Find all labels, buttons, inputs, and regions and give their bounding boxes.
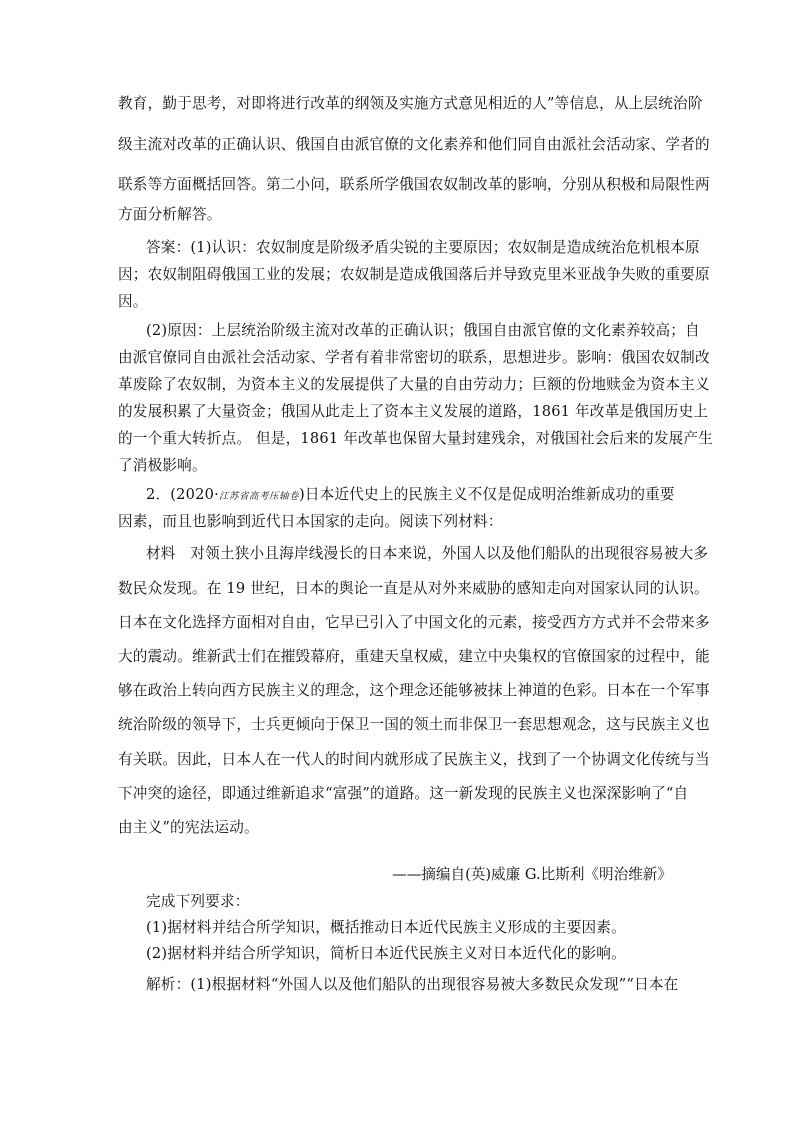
question-number: 2．(2020·	[146, 486, 219, 503]
text-line: 方面分析解答。	[118, 206, 222, 223]
material-line: 数民众发现。在 19 世纪，日本的舆论一直是从对外来威胁的感知走向对国家认同的认识。	[118, 580, 709, 597]
text-line: 联系等方面概括回答。第二小问，联系所学俄国农奴制改革的影响，分别从积极和局限性两	[118, 176, 710, 193]
text-line: 级主流对改革的正确认识、俄国自由派官僚的文化素养和他们同自由派社会活动家、学者的	[118, 136, 710, 153]
material-citation: ——摘编自(英)威廉 G.比斯利《明治维新》	[392, 866, 672, 883]
answer-line: 革废除了农奴制，为资本主义的发展提供了大量的自由劳动力；巨额的份地赎金为资本主义	[118, 376, 710, 393]
requirement-item: (2)据材料并结合所学知识，简析日本近代民族主义对日本近代化的影响。	[146, 945, 626, 962]
material-line: 由主义”的宪法运动。	[118, 819, 259, 836]
answer-line: 因；农奴制阻碍俄国工业的发展；农奴制是造成俄国落后并导致克里米亚战争失败的重要原	[118, 266, 710, 283]
question-2-heading	[146, 485, 675, 507]
material-line: 日本在文化选择方面相对自由，它早已引入了中国文化的元素，接受西方方式并不会带来多	[118, 614, 710, 631]
answer-line: 了消极影响。	[118, 457, 207, 474]
text-line: 教育，勤于思考，对即将进行改革的纲领及实施方式意见相近的人”等信息，从上层统治阶	[118, 95, 703, 112]
material-line: 大的震动。维新武士们在摧毁幕府，重建天皇权威，建立中央集权的官僚国家的过程中，能	[118, 648, 710, 665]
answer-line: 的一个重大转折点。 但是，1861 年改革也保留大量封建残余，对俄国社会后来的发展产生	[118, 430, 713, 447]
answer-line: 的发展积累了大量资金；俄国从此走上了资本主义发展的道路，1861 年改革是俄国历史上	[118, 403, 709, 420]
question-text: 日本近代史上的民族主义不仅是促成明治维新成功的重要	[304, 486, 675, 503]
answer-line: (2)原因：上层统治阶级主流对改革的正确认识；俄国自由派官僚的文化素养较高；自	[146, 322, 700, 339]
material-line: 够在政治上转向西方民族主义的理念，这个理念还能够被抹上神道的色彩。日本在一个军事	[118, 682, 710, 699]
material-line: 材料 对领土狭小且海岸线漫长的日本来说，外国人以及他们船队的出现很容易被大多	[146, 545, 709, 562]
question-source: 江苏省高考压轴卷	[218, 491, 299, 502]
answer-line: 因。	[118, 293, 148, 310]
analysis-line: 解析：(1)根据材料“外国人以及他们船队的出现很容易被大多数民众发现”“日本在	[146, 976, 679, 993]
material-line: 有关联。因此，日本人在一代人的时间内就形成了民族主义，找到了一个协调文化传统与当	[118, 751, 710, 768]
answer-line: 由派官僚同自由派社会活动家、学者有着非常密切的联系，思想进步。影响：俄国农奴制改	[118, 349, 710, 366]
requirement-item: (1)据材料并结合所学知识，概括推动日本近代民族主义形成的主要因素。	[146, 919, 626, 936]
material-line: 下冲突的途径，即通过维新追求“富强”的道路。这一新发现的民族主义也深深影响了“自	[118, 785, 689, 802]
requirement-heading: 完成下列要求：	[146, 893, 250, 910]
material-line: 统治阶级的领导下，士兵更倾向于保卫一国的领土而非保卫一套思想观念，这与民族主义也	[118, 716, 710, 733]
question-source-close: )	[298, 486, 305, 503]
question-line: 因素，而且也影响到近代日本国家的走向。阅读下列材料：	[118, 513, 503, 530]
answer-line: 答案：(1)认识：农奴制度是阶级矛盾尖锐的主要原因；农奴制是造成统治危机根本原	[146, 239, 700, 256]
